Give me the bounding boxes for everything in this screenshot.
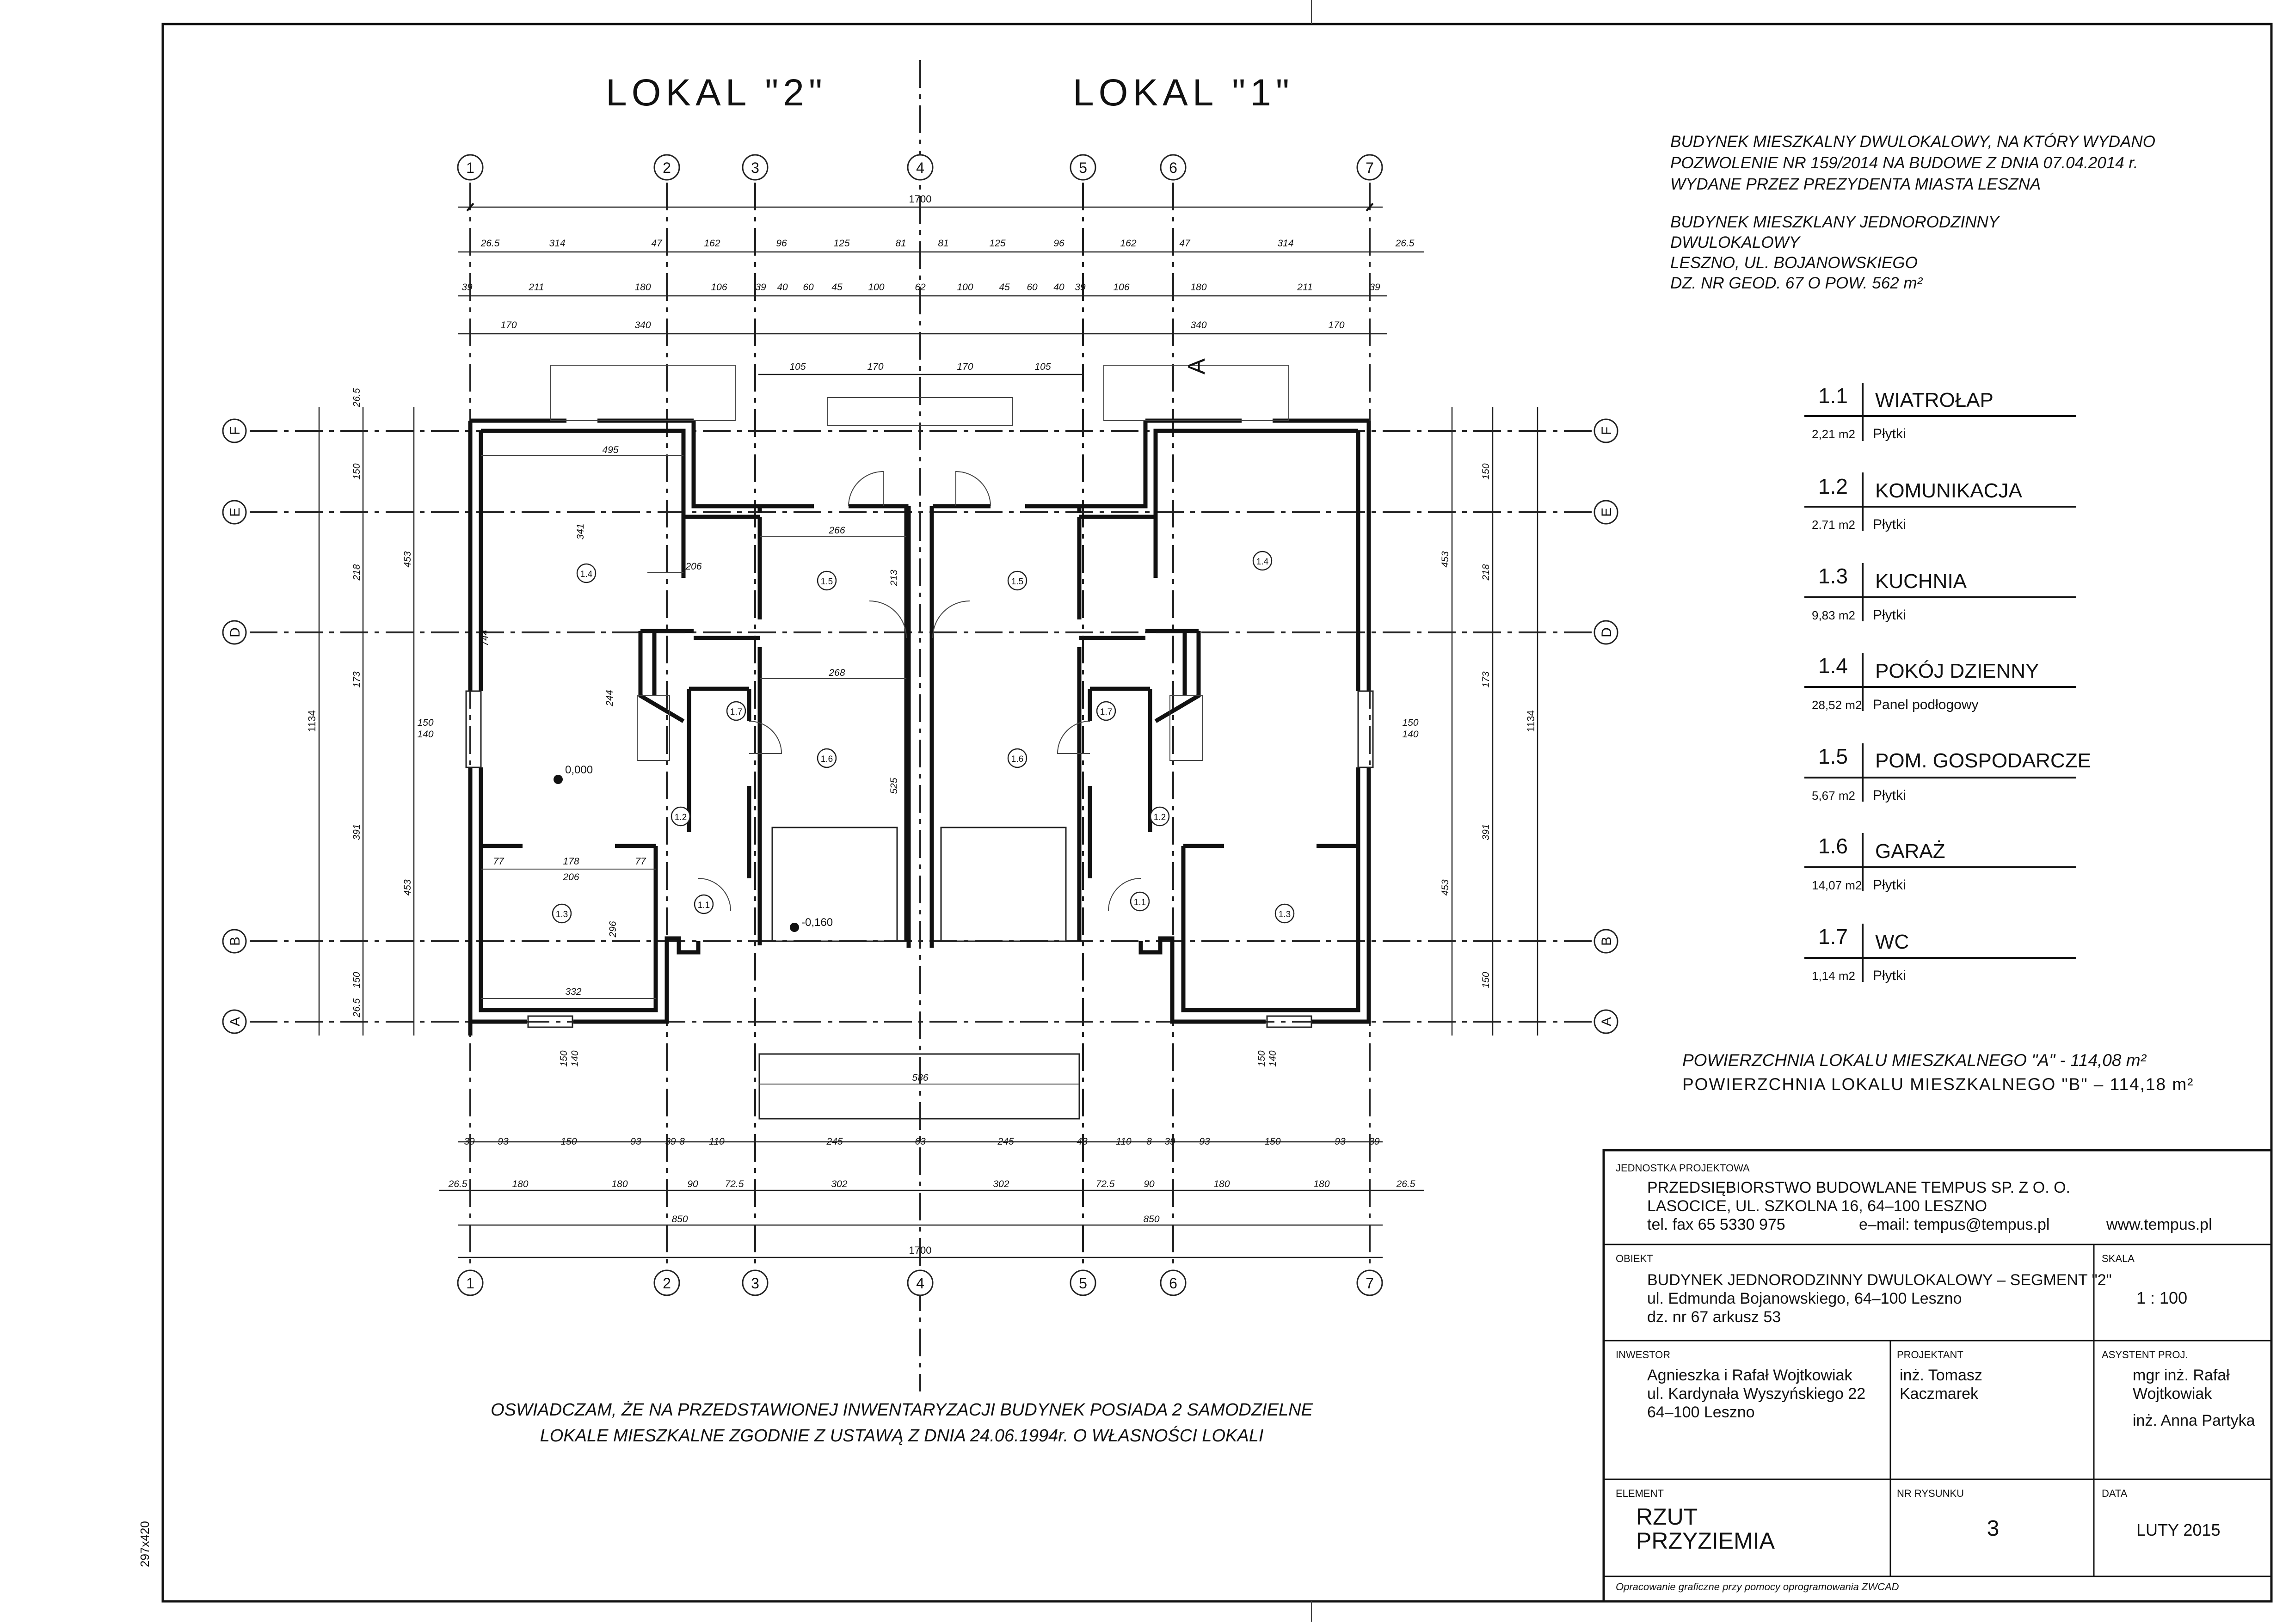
svg-text:1.1: 1.1 (697, 901, 710, 910)
svg-text:Płytki: Płytki (1873, 607, 1906, 623)
svg-text:100: 100 (868, 282, 885, 293)
svg-text:105: 105 (1034, 362, 1051, 372)
svg-text:81: 81 (938, 238, 949, 249)
svg-text:POKÓJ DZIENNY: POKÓJ DZIENNY (1875, 660, 2039, 682)
svg-text:Panel podłogowy: Panel podłogowy (1873, 697, 1979, 712)
svg-text:1.3: 1.3 (1818, 564, 1848, 588)
svg-text:A: A (228, 1017, 243, 1027)
svg-text:SKALA: SKALA (2102, 1253, 2135, 1264)
svg-text:26.5: 26.5 (1396, 1179, 1415, 1189)
svg-text:93: 93 (498, 1136, 509, 1147)
svg-text:180: 180 (1313, 1179, 1330, 1189)
svg-text:60: 60 (803, 282, 814, 293)
svg-text:453: 453 (402, 551, 413, 568)
svg-text:GARAŻ: GARAŻ (1875, 840, 1945, 863)
svg-text:7: 7 (1366, 1275, 1374, 1292)
svg-text:3: 3 (751, 1275, 759, 1292)
svg-text:mgr inż. Rafał: mgr inż. Rafał (2133, 1367, 2230, 1384)
svg-text:0,000: 0,000 (565, 764, 593, 776)
svg-text:60: 60 (1027, 282, 1038, 293)
svg-text:39: 39 (665, 1136, 676, 1147)
svg-text:inż. Tomasz: inż. Tomasz (1900, 1367, 1982, 1384)
svg-text:332: 332 (565, 987, 582, 997)
svg-text:KOMUNIKACJA: KOMUNIKACJA (1875, 479, 2022, 502)
svg-text:1.6: 1.6 (1818, 834, 1848, 858)
svg-text:90: 90 (687, 1179, 698, 1189)
svg-text:341: 341 (575, 523, 586, 540)
svg-text:180: 180 (512, 1179, 529, 1189)
svg-text:39: 39 (464, 1136, 475, 1147)
svg-text:5: 5 (1079, 1275, 1087, 1292)
svg-text:206: 206 (685, 561, 702, 572)
svg-text:BUDYNEK MIESZKLANY JEDNORODZIN: BUDYNEK MIESZKLANY JEDNORODZINNY (1670, 213, 2000, 231)
svg-text:1.1: 1.1 (1818, 384, 1848, 408)
svg-text:14,07 m2: 14,07 m2 (1812, 878, 1862, 892)
svg-text:106: 106 (1113, 282, 1130, 293)
svg-text:211: 211 (529, 282, 544, 293)
svg-text:173: 173 (1481, 671, 1491, 688)
svg-text:KUCHNIA: KUCHNIA (1875, 570, 1967, 593)
svg-text:125: 125 (833, 238, 850, 249)
svg-text:850: 850 (1143, 1214, 1160, 1225)
svg-text:F: F (1599, 426, 1614, 435)
svg-text:850: 850 (671, 1214, 688, 1225)
svg-text:206: 206 (563, 872, 579, 882)
svg-text:1700: 1700 (909, 193, 932, 205)
svg-text:72.5: 72.5 (725, 1179, 744, 1189)
svg-text:1.7: 1.7 (1100, 707, 1113, 717)
svg-text:3: 3 (1987, 1516, 2000, 1541)
svg-text:1.5: 1.5 (1011, 577, 1024, 587)
svg-text:47: 47 (1179, 238, 1190, 249)
svg-text:Opracowanie graficzne przy pom: Opracowanie graficzne przy pomocy oprogramowania ZWCAD (1616, 1581, 1899, 1593)
svg-text:45: 45 (831, 282, 843, 293)
svg-text:96: 96 (1053, 238, 1064, 249)
svg-text:D: D (1599, 627, 1614, 637)
svg-text:1.5: 1.5 (1818, 744, 1848, 768)
svg-text:1.6: 1.6 (820, 754, 833, 764)
declaration-line-2: LOKALE MIESZKALNE ZGODNIE Z USTAWĄ Z DNIA 24.06.1994r. O WŁASNOŚCI LOKALI (540, 1426, 1264, 1446)
svg-text:26.5: 26.5 (448, 1179, 468, 1189)
svg-text:340: 340 (634, 320, 651, 331)
svg-text:180: 180 (1190, 282, 1207, 293)
svg-text:B: B (1599, 936, 1614, 946)
svg-text:93: 93 (1199, 1136, 1210, 1147)
svg-text:140: 140 (417, 729, 434, 740)
svg-text:1.2: 1.2 (1153, 813, 1166, 822)
svg-text:150: 150 (1256, 1050, 1267, 1067)
svg-text:90: 90 (1144, 1179, 1155, 1189)
svg-text:1134: 1134 (1525, 710, 1537, 732)
svg-text:453: 453 (1440, 551, 1451, 568)
svg-text:180: 180 (611, 1179, 628, 1189)
svg-text:245: 245 (997, 1136, 1014, 1147)
svg-text:5,67 m2: 5,67 m2 (1812, 789, 1855, 803)
svg-text:JEDNOSTKA PROJEKTOWA: JEDNOSTKA PROJEKTOWA (1616, 1162, 1750, 1174)
svg-text:45: 45 (999, 282, 1010, 293)
svg-text:6: 6 (1169, 159, 1177, 176)
svg-text:5: 5 (1079, 159, 1087, 176)
svg-text:1.4: 1.4 (1818, 654, 1848, 678)
svg-text:170: 170 (957, 362, 973, 372)
svg-text:39: 39 (1164, 1136, 1175, 1147)
svg-text:1134: 1134 (306, 710, 318, 732)
svg-text:28,52 m2: 28,52 m2 (1812, 698, 1862, 712)
svg-text:150: 150 (1481, 463, 1491, 480)
svg-text:81: 81 (895, 238, 906, 249)
svg-text:268: 268 (829, 668, 845, 678)
svg-text:453: 453 (402, 879, 413, 896)
svg-text:245: 245 (826, 1136, 843, 1147)
svg-text:77: 77 (635, 856, 646, 867)
svg-text:POM. GOSPODARCZE: POM. GOSPODARCZE (1875, 749, 2091, 772)
svg-text:ul. Kardynała Wyszyńskiego 22: ul. Kardynała Wyszyńskiego 22 (1647, 1385, 1866, 1403)
svg-text:Wojtkowiak: Wojtkowiak (2133, 1385, 2212, 1403)
svg-text:110: 110 (709, 1136, 725, 1147)
svg-text:162: 162 (1120, 238, 1137, 249)
svg-text:6: 6 (1169, 1275, 1177, 1292)
svg-text:DATA: DATA (2102, 1488, 2128, 1499)
svg-text:150: 150 (1264, 1136, 1281, 1147)
svg-text:Płytki: Płytki (1873, 426, 1906, 441)
svg-text:391: 391 (351, 824, 362, 840)
svg-text:211: 211 (1297, 282, 1313, 293)
svg-text:39: 39 (1369, 282, 1380, 293)
svg-text:64–100 Leszno: 64–100 Leszno (1647, 1403, 1755, 1421)
svg-text:dz. nr 67 arkusz 53: dz. nr 67 arkusz 53 (1647, 1308, 1781, 1326)
svg-text:2,21 m2: 2,21 m2 (1812, 427, 1855, 441)
svg-text:218: 218 (1481, 564, 1491, 581)
svg-text:1: 1 (466, 1275, 474, 1292)
svg-text:314: 314 (549, 238, 566, 249)
svg-text:296: 296 (608, 921, 618, 938)
svg-text:1.3: 1.3 (1278, 910, 1291, 919)
svg-text:47: 47 (651, 238, 662, 249)
svg-text:150: 150 (559, 1050, 569, 1067)
svg-text:2.71 m2: 2.71 m2 (1812, 518, 1855, 532)
svg-text:PRZEDSIĘBIORSTWO BUDOWLANE TEM: PRZEDSIĘBIORSTWO BUDOWLANE TEMPUS SP. Z O. O. (1647, 1179, 2070, 1196)
svg-text:www.tempus.pl: www.tempus.pl (2106, 1216, 2212, 1233)
svg-text:BUDYNEK MIESZKALNY DWULOKALOWY: BUDYNEK MIESZKALNY DWULOKALOWY, NA KTÓRY WYDANO (1670, 133, 2155, 151)
svg-text:26.5: 26.5 (1395, 238, 1415, 249)
svg-text:150: 150 (1481, 972, 1491, 988)
svg-text:266: 266 (829, 525, 845, 536)
svg-text:218: 218 (351, 564, 362, 581)
svg-text:93: 93 (630, 1136, 641, 1147)
svg-text:4: 4 (916, 1275, 924, 1292)
svg-text:314: 314 (1277, 238, 1294, 249)
svg-text:150: 150 (351, 972, 362, 988)
svg-text:8: 8 (679, 1136, 685, 1147)
svg-text:170: 170 (500, 320, 517, 331)
svg-text:72.5: 72.5 (1095, 1179, 1115, 1189)
svg-text:1.7: 1.7 (730, 707, 743, 717)
area-b: POWIERZCHNIA LOKALU MIESZKALNEGO "B" – 114,18 m² (1682, 1075, 2194, 1094)
svg-text:140: 140 (1267, 1050, 1278, 1067)
svg-text:RZUT: RZUT (1636, 1504, 1698, 1530)
svg-text:43: 43 (1077, 1136, 1088, 1147)
svg-text:1.2: 1.2 (674, 813, 687, 822)
svg-text:150: 150 (417, 717, 434, 728)
svg-text:OBIEKT: OBIEKT (1616, 1253, 1653, 1264)
svg-text:2: 2 (663, 159, 671, 176)
svg-text:180: 180 (634, 282, 651, 293)
svg-text:BUDYNEK JEDNORODZINNY DWULOKAL: BUDYNEK JEDNORODZINNY DWULOKALOWY – SEGMENT "2" (1647, 1271, 2112, 1289)
svg-text:170: 170 (1328, 320, 1345, 331)
svg-text:inż. Anna Partyka: inż. Anna Partyka (2133, 1412, 2255, 1429)
svg-text:1,14 m2: 1,14 m2 (1812, 969, 1855, 983)
svg-text:100: 100 (957, 282, 973, 293)
svg-text:WC: WC (1875, 931, 1909, 953)
svg-text:586: 586 (912, 1072, 929, 1083)
svg-text:1700: 1700 (909, 1244, 932, 1256)
area-a: POWIERZCHNIA LOKALU MIESZKALNEGO "A" - 114,08 m² (1682, 1051, 2146, 1070)
svg-text:110: 110 (1116, 1136, 1132, 1147)
svg-text:1.4: 1.4 (580, 570, 593, 579)
svg-text:2: 2 (663, 1275, 671, 1292)
svg-text:96: 96 (776, 238, 787, 249)
svg-text:PRZYZIEMIA: PRZYZIEMIA (1636, 1528, 1775, 1554)
svg-text:39: 39 (461, 282, 473, 293)
svg-text:Agnieszka i Rafał Wojtkowiak: Agnieszka i Rafał Wojtkowiak (1647, 1367, 1852, 1384)
svg-text:Płytki: Płytki (1873, 788, 1906, 803)
svg-text:B: B (228, 936, 243, 946)
svg-text:162: 162 (704, 238, 720, 249)
svg-text:1.2: 1.2 (1818, 474, 1848, 498)
svg-text:213: 213 (889, 570, 899, 586)
svg-text:150: 150 (560, 1136, 577, 1147)
svg-text:1.3: 1.3 (555, 910, 568, 919)
svg-text:525: 525 (889, 778, 899, 794)
svg-text:Płytki: Płytki (1873, 517, 1906, 532)
svg-text:178: 178 (563, 856, 579, 867)
section-marker: A (1183, 358, 1210, 374)
svg-text:1 : 100: 1 : 100 (2136, 1288, 2188, 1307)
svg-text:WYDANE PRZEZ PREZYDENTA MIASTA: WYDANE PRZEZ PREZYDENTA MIASTA LESZNA (1670, 175, 2041, 193)
svg-text:ul. Edmunda Bojanowskiego, 64–: ul. Edmunda Bojanowskiego, 64–100 Leszno (1647, 1290, 1962, 1307)
svg-text:340: 340 (1190, 320, 1207, 331)
svg-text:-0,160: -0,160 (801, 916, 833, 929)
svg-text:9,83 m2: 9,83 m2 (1812, 608, 1855, 622)
svg-text:8: 8 (1146, 1136, 1152, 1147)
svg-text:PROJEKTANT: PROJEKTANT (1897, 1349, 1963, 1360)
svg-text:93: 93 (1335, 1136, 1346, 1147)
svg-text:244: 244 (604, 690, 615, 706)
svg-text:1.6: 1.6 (1011, 754, 1024, 764)
svg-text:Kaczmarek: Kaczmarek (1900, 1385, 1979, 1403)
svg-text:Płytki: Płytki (1873, 968, 1906, 983)
svg-text:302: 302 (831, 1179, 848, 1189)
svg-text:391: 391 (1481, 824, 1491, 840)
svg-text:E: E (1599, 507, 1614, 517)
svg-text:39: 39 (1369, 1136, 1380, 1147)
svg-text:ELEMENT: ELEMENT (1616, 1488, 1664, 1499)
svg-text:26.5: 26.5 (351, 388, 362, 407)
svg-text:26.5: 26.5 (351, 998, 362, 1017)
svg-text:140: 140 (1402, 729, 1419, 740)
svg-text:DWULOKALOWY: DWULOKALOWY (1670, 233, 1800, 251)
svg-text:1: 1 (466, 159, 474, 176)
svg-text:39: 39 (755, 282, 766, 293)
declaration-line-1: OSWIADCZAM, ŻE NA PRZEDSTAWIONEJ INWENTARYZACJI BUDYNEK POSIADA 2 SAMODZIELNE (491, 1400, 1313, 1420)
svg-text:LESZNO, UL. BOJANOWSKIEGO: LESZNO, UL. BOJANOWSKIEGO (1670, 254, 1918, 272)
svg-text:tel. fax 65 5330 975: tel. fax 65 5330 975 (1647, 1216, 1785, 1233)
svg-text:125: 125 (989, 238, 1006, 249)
svg-text:40: 40 (777, 282, 788, 293)
svg-text:40: 40 (1053, 282, 1064, 293)
svg-text:77: 77 (493, 856, 504, 867)
lokal-right-heading: LOKAL "1" (1073, 72, 1294, 114)
svg-text:4: 4 (916, 159, 924, 176)
svg-text:E: E (228, 507, 243, 517)
svg-text:26.5: 26.5 (480, 238, 500, 249)
svg-text:495: 495 (602, 445, 619, 455)
svg-text:ASYSTENT PROJ.: ASYSTENT PROJ. (2102, 1349, 2188, 1360)
svg-text:F: F (228, 426, 243, 435)
svg-text:DZ. NR GEOD. 67 O POW. 562 m²: DZ. NR GEOD. 67 O POW. 562 m² (1670, 274, 1923, 292)
svg-text:Płytki: Płytki (1873, 877, 1906, 893)
svg-text:453: 453 (1440, 879, 1451, 896)
svg-text:150: 150 (1402, 717, 1419, 728)
svg-text:INWESTOR: INWESTOR (1616, 1349, 1671, 1360)
svg-text:62: 62 (915, 282, 926, 293)
svg-text:173: 173 (351, 671, 362, 688)
svg-text:LUTY 2015: LUTY 2015 (2136, 1520, 2221, 1539)
svg-text:170: 170 (867, 362, 884, 372)
svg-text:180: 180 (1213, 1179, 1230, 1189)
svg-text:3: 3 (751, 159, 759, 176)
svg-text:WIATROŁAP: WIATROŁAP (1875, 389, 1994, 411)
svg-text:POZWOLENIE NR 159/2014 NA BUDO: POZWOLENIE NR 159/2014 NA BUDOWE Z DNIA 07.04.2014 r. (1670, 154, 2138, 172)
svg-text:D: D (228, 627, 243, 637)
svg-text:A: A (1599, 1017, 1614, 1027)
svg-text:1.7: 1.7 (1818, 925, 1848, 949)
svg-text:1.4: 1.4 (1256, 557, 1269, 567)
svg-text:1.5: 1.5 (820, 577, 833, 587)
svg-text:140: 140 (570, 1050, 580, 1067)
svg-text:e–mail: tempus@tempus.pl: e–mail: tempus@tempus.pl (1859, 1216, 2050, 1233)
svg-text:63: 63 (915, 1136, 926, 1147)
svg-text:150: 150 (351, 463, 362, 480)
svg-text:7: 7 (1366, 159, 1374, 176)
svg-text:39: 39 (1075, 282, 1086, 293)
sheet-size: 297x420 (138, 1521, 152, 1567)
svg-text:744: 744 (480, 630, 490, 646)
svg-text:LASOCICE, UL. SZKOLNA 16, 64–1: LASOCICE, UL. SZKOLNA 16, 64–100 LESZNO (1647, 1197, 1987, 1215)
svg-text:106: 106 (711, 282, 727, 293)
svg-text:1.1: 1.1 (1133, 898, 1146, 907)
lokal-left-heading: LOKAL "2" (606, 72, 827, 114)
svg-text:NR RYSUNKU: NR RYSUNKU (1897, 1488, 1964, 1499)
svg-text:302: 302 (993, 1179, 1009, 1189)
svg-text:105: 105 (789, 362, 806, 372)
